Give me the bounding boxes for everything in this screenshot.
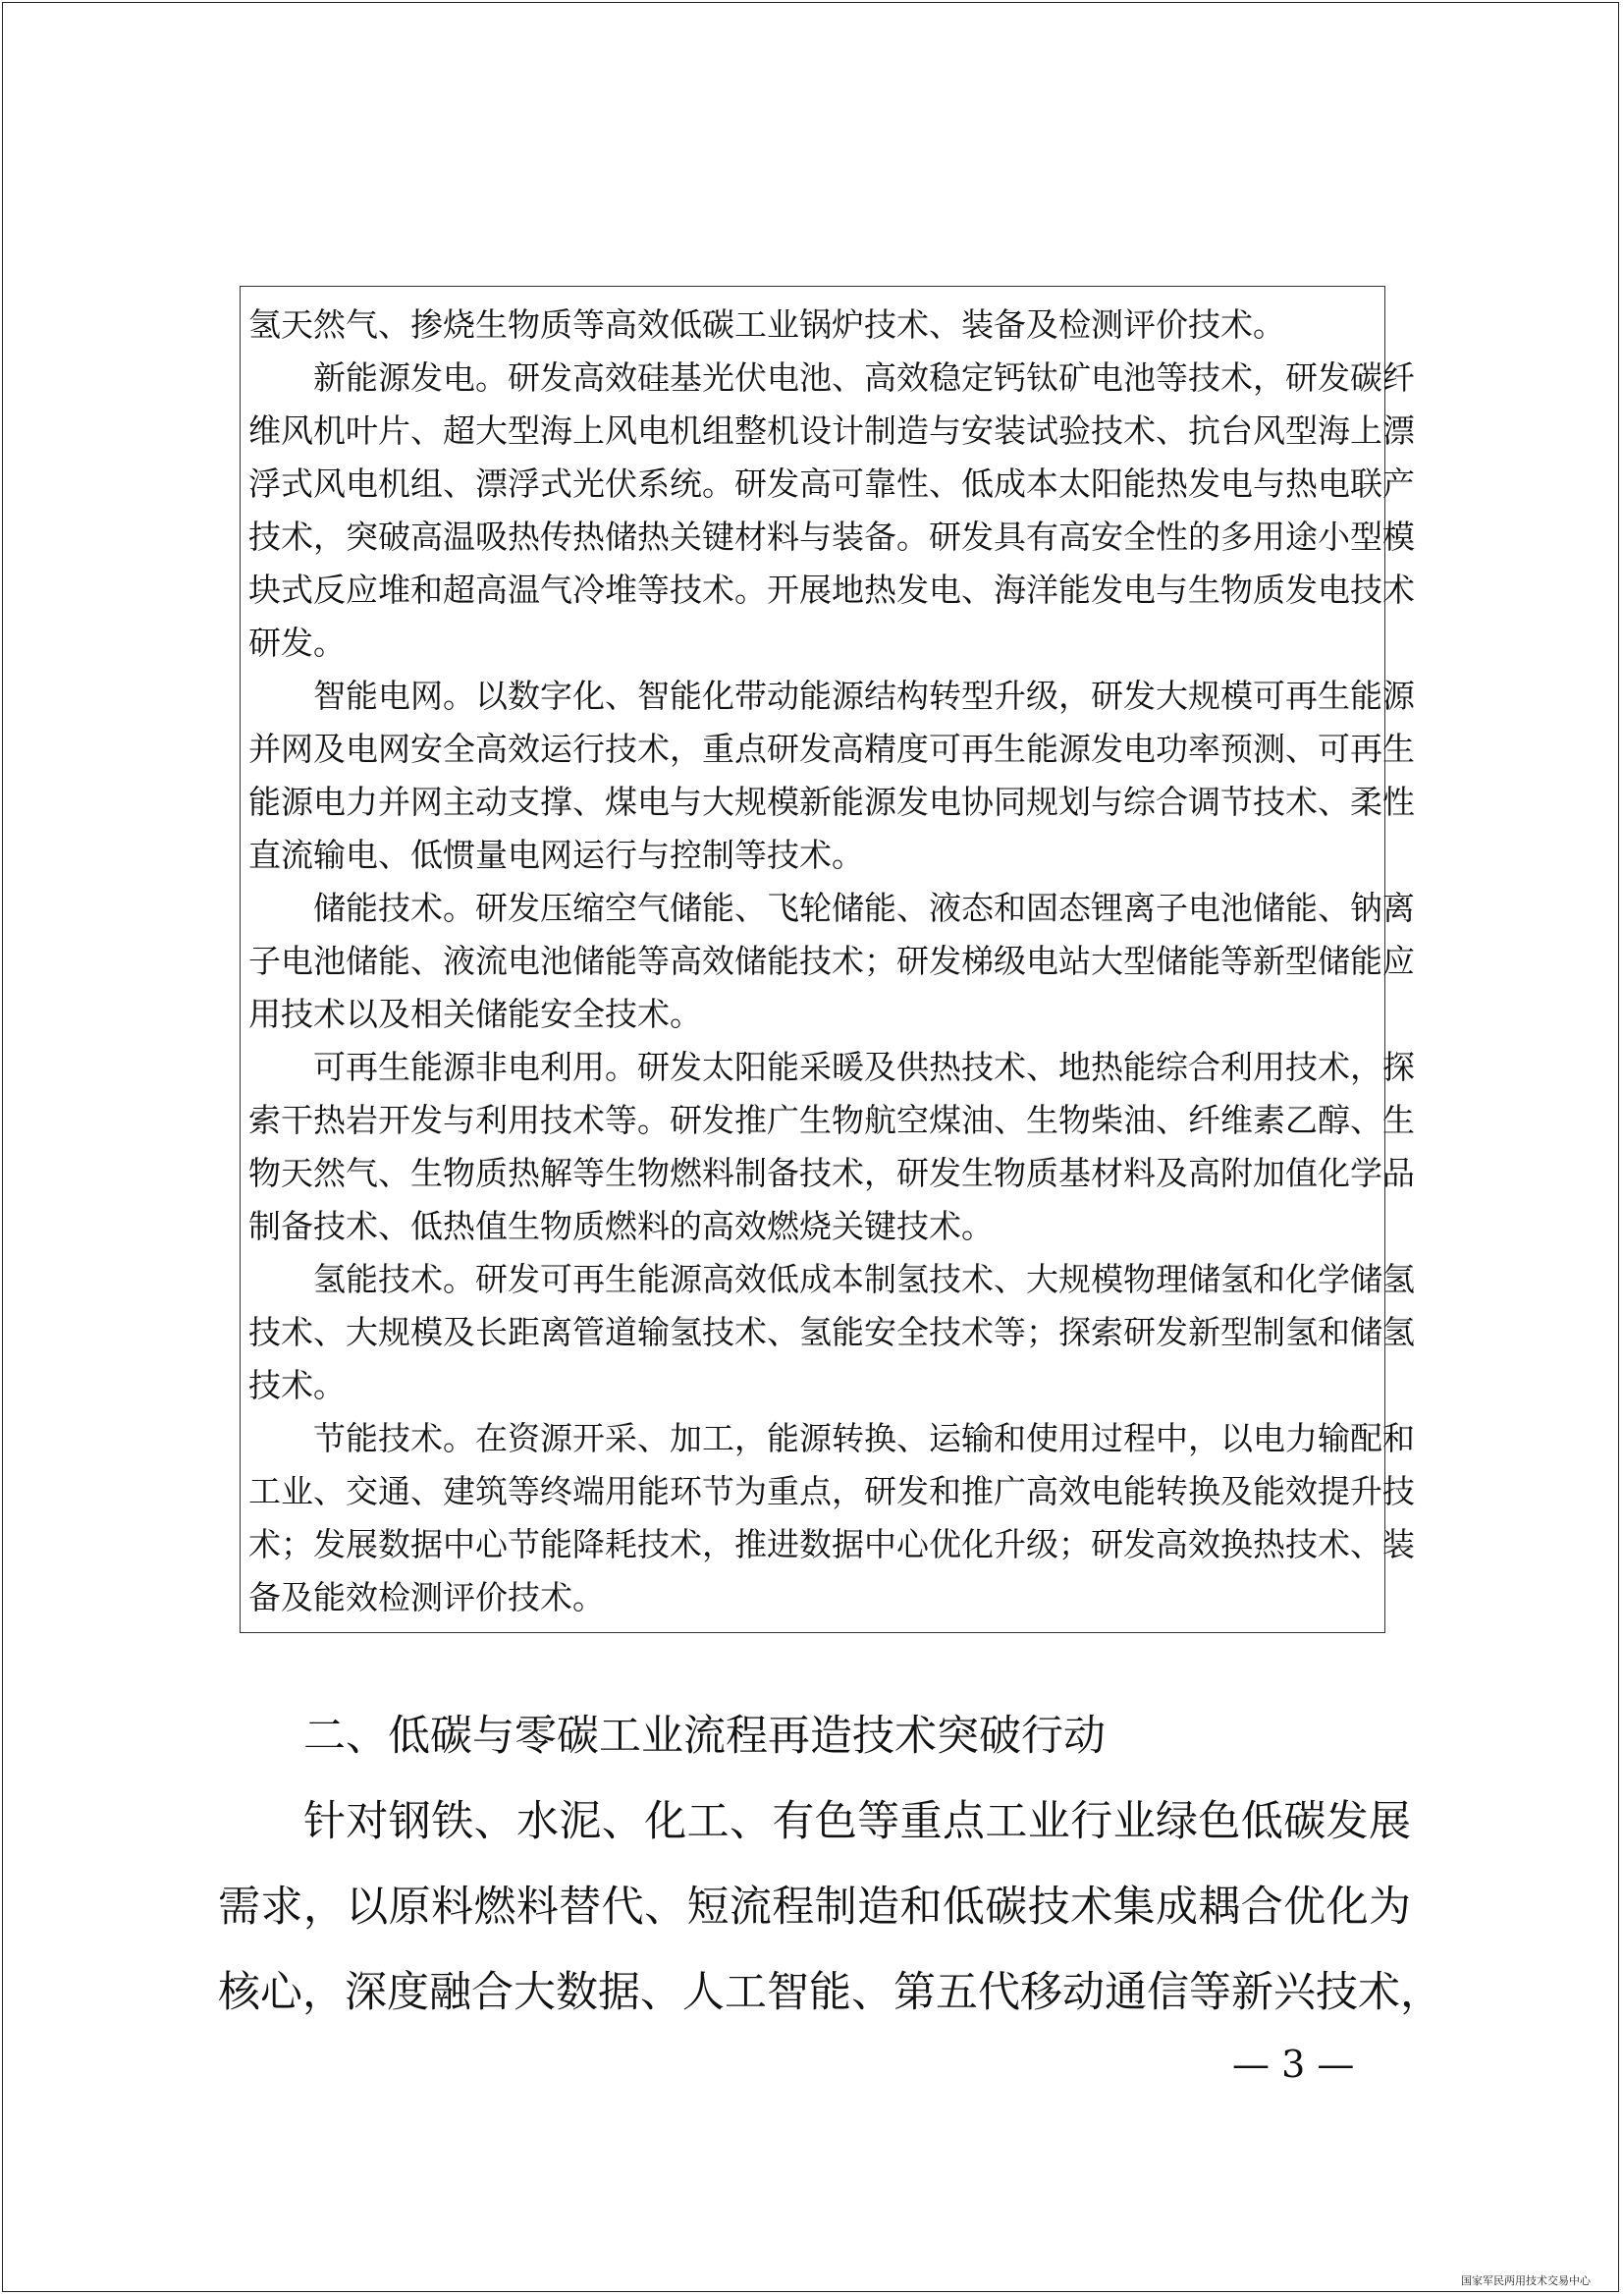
- box-line: 氢天然气、掺烧生物质等高效低碳工业锅炉技术、装备及检测评价技术。: [248, 305, 1285, 344]
- box-line: 物天然气、生物质热解等生物燃料制备技术，研发生物质基材料及高附加值化学品: [248, 1154, 1415, 1192]
- box-line: 氢能技术。研发可再生能源高效低成本制氢技术、大规模物理储氢和化学储氢: [313, 1260, 1415, 1298]
- box-line: 制备技术、低热值生物质燃料的高效燃烧关键技术。: [248, 1207, 994, 1245]
- section-heading: 二、低碳与零碳工业流程再造技术突破行动: [303, 1712, 1106, 1761]
- box-line: 技术，突破高温吸热传热储热关键材料与装备。研发具有高安全性的多用途小型模: [248, 518, 1415, 556]
- box-line: 智能电网。以数字化、智能化带动能源结构转型升级，研发大规模可再生能源: [313, 677, 1415, 715]
- box-line: 直流输电、低惯量电网运行与控制等技术。: [248, 836, 864, 874]
- box-line: 能源电力并网主动支撑、煤电与大规模新能源发电协同规划与综合调节技术、柔性: [248, 783, 1415, 821]
- body-line: 核心，深度融合大数据、人工智能、第五代移动通信等新兴技术，: [218, 1968, 1442, 2017]
- box-line: 可再生能源非电利用。研发太阳能采暖及供热技术、地热能综合利用技术，探: [313, 1048, 1415, 1086]
- box-line: 研发。: [248, 624, 346, 662]
- page-number: — 3 —: [1232, 2043, 1355, 2086]
- body-line: 针对钢铁、水泥、化工、有色等重点工业行业绿色低碳发展: [303, 1797, 1411, 1846]
- box-line: 节能技术。在资源开采、加工，能源转换、运输和使用过程中，以电力输配和: [313, 1419, 1415, 1457]
- box-line: 并网及电网安全高效运行技术，重点研发高精度可再生能源发电功率预测、可再生: [248, 730, 1415, 768]
- box-line: 新能源发电。研发高效硅基光伏电池、高效稳定钙钛矿电池等技术，研发碳纤: [313, 358, 1415, 397]
- box-line: 技术、大规模及长距离管道输氢技术、氢能安全技术等；探索研发新型制氢和储氢: [248, 1313, 1415, 1351]
- box-line: 术；发展数据中心节能降耗技术，推进数据中心优化升级；研发高效换热技术、装: [248, 1525, 1415, 1563]
- box-line: 用技术以及相关储能安全技术。: [248, 995, 702, 1033]
- box-line: 子电池储能、液流电池储能等高效储能技术；研发梯级电站大型储能等新型储能应: [248, 942, 1415, 980]
- box-line: 维风机叶片、超大型海上风电机组整机设计制造与安装试验技术、抗台风型海上漂: [248, 411, 1415, 450]
- box-line: 储能技术。研发压缩空气储能、飞轮储能、液态和固态锂离子电池储能、钠离: [313, 889, 1415, 927]
- watermark-text: 国家军民两用技术交易中心: [1461, 2274, 1591, 2287]
- boxed-text-panel: [240, 286, 1415, 1633]
- box-line: 备及能效检测评价技术。: [248, 1578, 605, 1616]
- box-line: 浮式风电机组、漂浮式光伏系统。研发高可靠性、低成本太阳能热发电与热电联产: [248, 465, 1415, 503]
- box-line: 技术。: [248, 1366, 346, 1404]
- box-line: 索干热岩开发与利用技术等。研发推广生物航空煤油、生物柴油、纤维素乙醇、生: [248, 1101, 1415, 1139]
- body-line: 需求，以原料燃料替代、短流程制造和低碳技术集成耦合优化为: [218, 1883, 1411, 1932]
- box-line: 工业、交通、建筑等终端用能环节为重点，研发和推广高效电能转换及能效提升技: [248, 1472, 1415, 1510]
- box-line: 块式反应堆和超高温气冷堆等技术。开展地热发电、海洋能发电与生物质发电技术: [248, 571, 1415, 609]
